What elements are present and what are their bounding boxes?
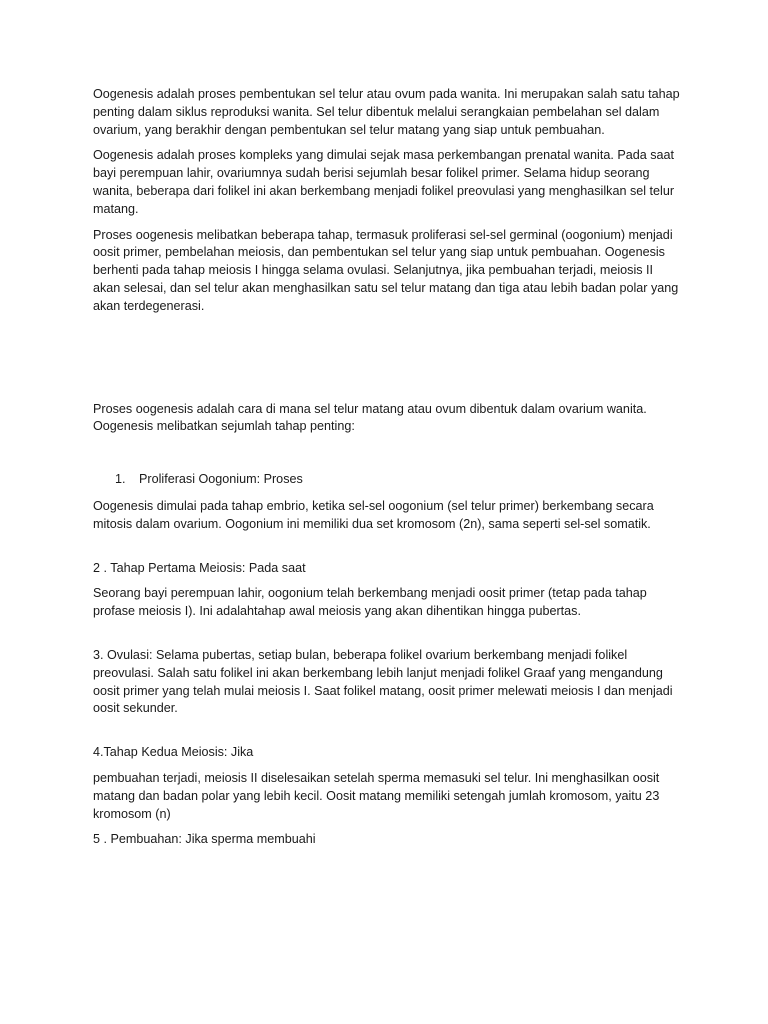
paragraph-stages-overview: Proses oogenesis melibatkan beberapa tahap, termasuk proliferasi sel-sel germinal (oogonium) menjadi oosit primer, pembelahan meiosis, dan pembentukan sel telur yang siap untuk pembuahan. Oogenesis berhenti pada tahap meiosis I hingga selama ovulasi. Selanjutnya, jika pembuahan terjadi, meiosis II akan selesai, dan sel telur akan menghasilkan satu sel telur matang dan tiga atau lebih badan polar yang akan terdegenerasi. (93, 227, 679, 313)
paragraph-ovulation: 3. Ovulasi: Selama pubertas, setiap bulan, beberapa folikel ovarium berkembang menjadi folikel preovulasi. Salah satu folikel ini akan berkembang lebih lanjut menjadi folikel Graaf yang mengandung oosit primer yang telah mulai meiosis I. Saat folikel matang, oosit primer melewati meiosis I dan menjadi oosit sekunder. (93, 647, 673, 716)
blank-space (93, 324, 683, 401)
list-number: 1. (115, 472, 126, 487)
blank-space (93, 726, 683, 744)
paragraph-primary-oocyte: Seorang bayi perempuan lahir, oogonium telah berkembang menjadi oosit primer (tetap pada tahap profase meiosis I). Ini adalahtahap awal meiosis yang akan dihentikan hingga pubertas. (93, 586, 647, 619)
paragraph-complex-process: Oogenesis adalah proses kompleks yang dimulai sejak masa perkembangan prenatal wanita. Pada saat bayi perempuan lahir, ovariumnya sudah berisi sejumlah besar folikel primer. Selama hidup seorang wanita, beberapa dari folikel ini akan berkembang menjadi folikel preovulasi yang menghasilkan sel telur matang. (93, 148, 675, 216)
paragraph-intro: Oogenesis adalah proses pembentukan sel telur atau ovum pada wanita. Ini merupakan salah satu tahap penting dalam siklus reproduksi wanita. Sel telur dibentuk melalui serangkaian pembelahan sel dalam ovarium, yang berakhir dengan pembentukan sel telur matang yang siap untuk pembuahan. (93, 87, 680, 137)
list-item-proliferation (93, 471, 683, 489)
heading-meiosis-one: 2 . Tahap Pertama Meiosis: Pada saat (93, 560, 306, 575)
paragraph-definition: Proses oogenesis adalah cara di mana sel telur matang atau ovum dibentuk dalam ovarium wanita. Oogenesis melibatkan sejumlah tahap penting: (93, 401, 647, 434)
blank-space (93, 629, 683, 647)
document-page (93, 86, 683, 857)
paragraph-oogonium: Oogenesis dimulai pada tahap embrio, ketika sel-sel oogonium (sel telur primer) berkembang secara mitosis dalam ovarium. Oogonium ini memiliki dua set kromosom (2n), sama seperti sel-sel somatik. (93, 498, 654, 531)
blank-space (93, 444, 683, 471)
blank-space (93, 542, 683, 560)
heading-fertilization: 5 . Pembuahan: Jika sperma membuahi (93, 832, 316, 847)
heading-meiosis-two: 4.Tahap Kedua Meiosis: Jika (93, 745, 254, 760)
paragraph-fertilization-result: pembuahan terjadi, meiosis II diselesaikan setelah sperma memasuki sel telur. Ini menghasilkan oosit matang dan badan polar yang lebih kecil. Oosit matang memiliki setengah jumlah kromosom, yaitu 23 kromosom (n) (93, 770, 660, 821)
list-item-label: Proliferasi Oogonium: Proses (139, 472, 303, 487)
